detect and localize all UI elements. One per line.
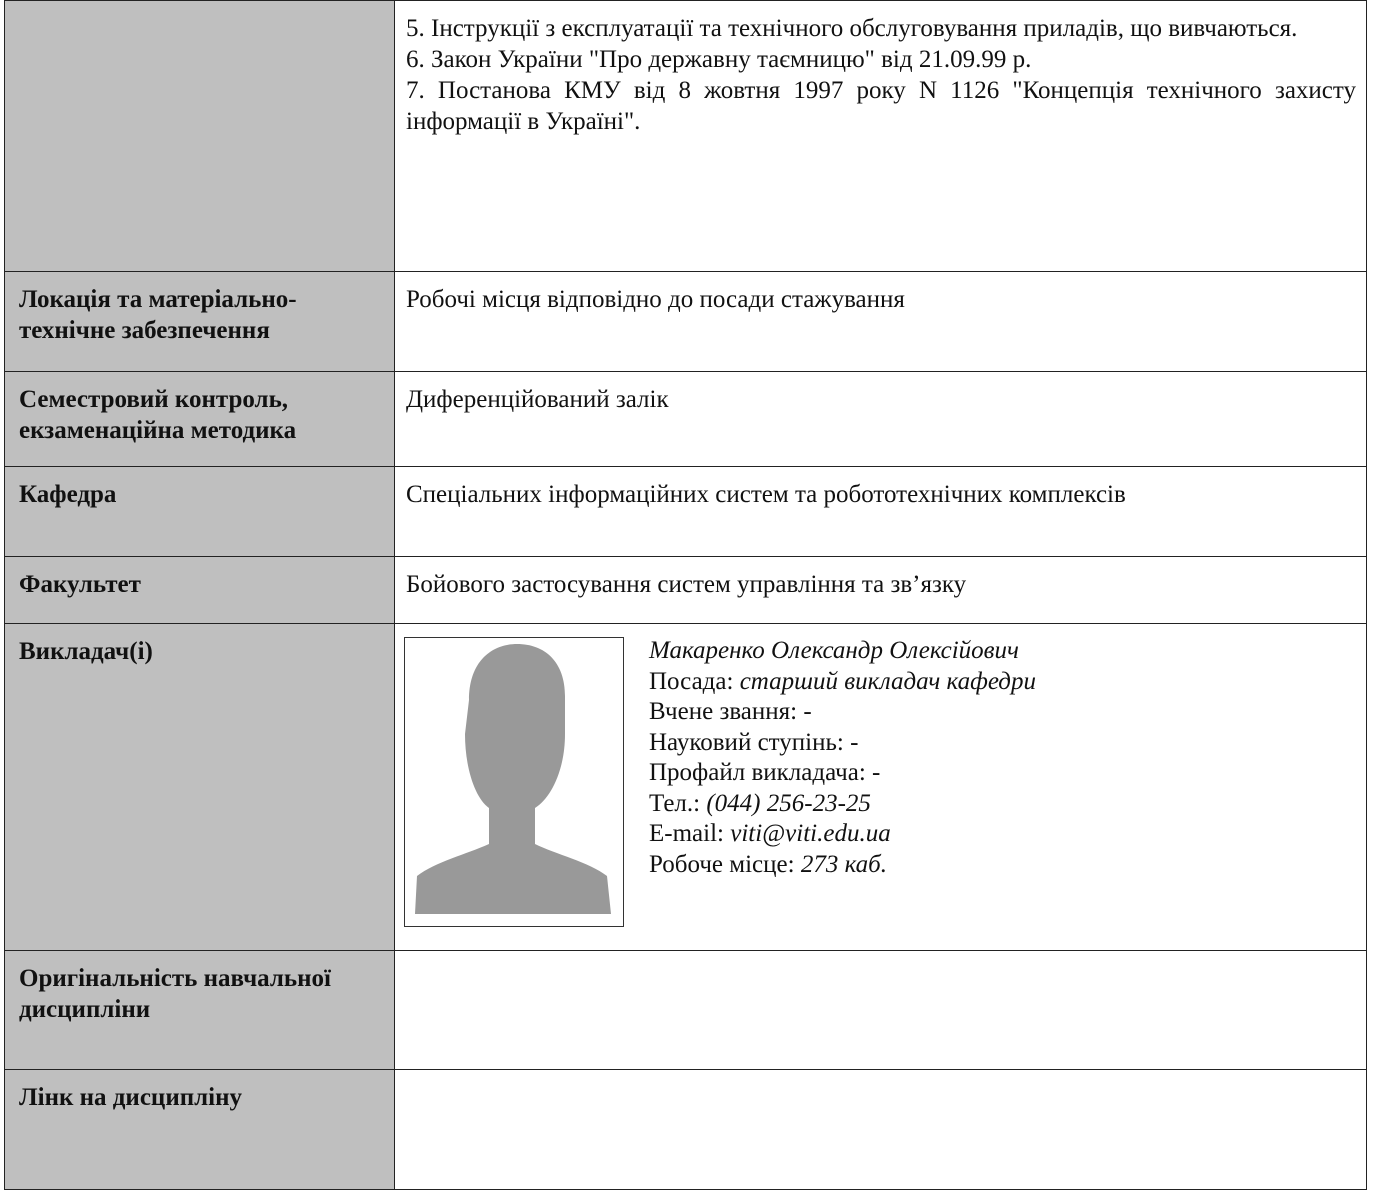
department-label: Кафедра	[5, 467, 395, 557]
control-value: Диференційований залік	[395, 372, 1367, 467]
degree-label: Науковий ступінь:	[649, 728, 844, 756]
location-value: Робочі місця відповідно до посади стажування	[395, 272, 1367, 372]
teacher-card	[395, 624, 1367, 951]
reference-item: 7. Постанова КМУ від 8 жовтня 1997 року N 1126 "Концепція технічного захисту інформації в Україні".	[406, 77, 1356, 135]
references-cell	[395, 1, 1367, 272]
reference-item: 5. Інструкції з експлуатації та технічного обслуговування приладів, що вивчаються.	[406, 15, 1298, 42]
department-value: Спеціальних інформаційних систем та робототехнічних комплексів	[395, 467, 1367, 557]
originality-row	[5, 951, 1367, 1070]
phone-value: (044) 256-23-25	[706, 789, 871, 817]
teachers-label: Викладач(і)	[5, 624, 395, 951]
teacher-info	[649, 636, 1036, 880]
teacher-phone-line	[649, 789, 1036, 820]
link-value	[395, 1070, 1367, 1190]
control-label: Семестровий контроль, екзаменаційна методика	[5, 372, 395, 467]
profile-value: -	[872, 759, 881, 786]
link-row	[5, 1070, 1367, 1190]
rank-label: Вчене звання:	[649, 698, 798, 725]
position-value: старший викладач кафедри	[739, 667, 1036, 695]
teacher-degree-line	[649, 728, 1036, 759]
teacher-email-line	[649, 819, 1036, 850]
reference-item: 6. Закон України "Про державну таємницю" від 21.09.99 р.	[406, 46, 1032, 73]
references-row	[5, 1, 1367, 272]
person-silhouette-icon	[405, 638, 622, 925]
profile-label: Профайл викладача:	[649, 759, 866, 786]
email-value: viti@viti.edu.ua	[730, 820, 891, 847]
link-label: Лінк на дисципліну	[5, 1070, 395, 1190]
teacher-position-line	[649, 667, 1036, 698]
teachers-row	[5, 624, 1367, 951]
originality-label: Оригінальність навчальної дисципліни	[5, 951, 395, 1070]
email-label: E-mail:	[649, 820, 724, 847]
teacher-photo	[404, 637, 624, 927]
faculty-value: Бойового застосування систем управління та зв’язку	[395, 557, 1367, 624]
degree-value: -	[850, 728, 859, 756]
teacher-profile-line	[649, 758, 1036, 789]
position-label: Посада:	[649, 667, 734, 695]
references-label-cell	[5, 1, 395, 272]
location-label: Локація та матеріально-технічне забезпечення	[5, 272, 395, 372]
phone-label: Тел.:	[649, 789, 701, 817]
teacher-rank-line	[649, 697, 1036, 728]
location-row	[5, 272, 1367, 372]
faculty-label: Факультет	[5, 557, 395, 624]
rank-value: -	[803, 698, 812, 725]
department-row	[5, 467, 1367, 557]
teacher-room-line	[649, 850, 1036, 881]
faculty-row	[5, 557, 1367, 624]
room-label: Робоче місце:	[649, 850, 795, 878]
control-row	[5, 372, 1367, 467]
room-value: 273 каб.	[800, 850, 887, 878]
teacher-name: Макаренко Олександр Олексійович	[649, 637, 1019, 664]
originality-value	[395, 951, 1367, 1070]
syllabus-table	[4, 0, 1367, 1190]
